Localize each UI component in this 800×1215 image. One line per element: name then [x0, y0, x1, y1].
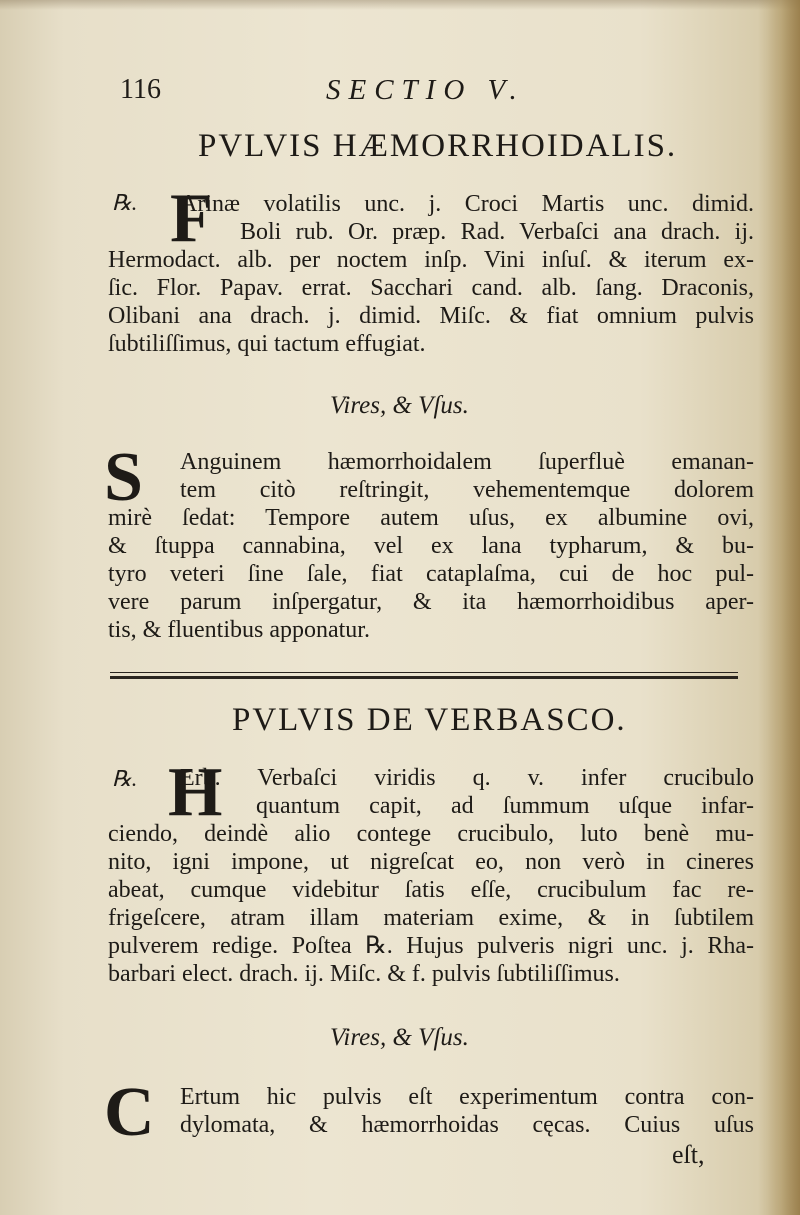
text-line: Anguinem hæmorrhoidalem ſuperfluè emanan- [180, 449, 754, 475]
vires-heading: Vires, & Vſus. [330, 1024, 469, 1051]
text-line: tis, & fluentibus apponatur. [108, 617, 370, 643]
drop-cap-s: S [104, 439, 143, 516]
section-label: SECTIO V. [326, 74, 525, 106]
text-line: Boli rub. Or. præp. Rad. Verbaſci ana drach. ij. [240, 219, 754, 245]
page-number: 116 [120, 74, 161, 105]
text-line: abeat, cumque videbitur ſatis eſſe, crucibulum fac re- [108, 877, 754, 903]
text-line: dylomata, & hæmorrhoidas cęcas. Cuius uſus [180, 1112, 754, 1138]
drop-cap-f: F [170, 180, 213, 257]
text-line: nito, igni impone, ut nigreſcat eo, non verò in cineres [108, 849, 754, 875]
text-line: mirè ſedat: Tempore autem uſus, ex albumine ovi, [108, 505, 754, 531]
text-line: Olibani ana drach. j. dimid. Miſc. & fiat omnium pulvis [108, 303, 754, 329]
text-line: Hermodact. alb. per noctem inſp. Vini inſuſ. & iterum ex- [108, 247, 754, 273]
divider-rule-thick [110, 676, 738, 679]
text-line: frigeſcere, atram illam materiam exime, & in ſubtilem [108, 905, 754, 931]
text-line: Ertum hic pulvis eſt experimentum contra con- [180, 1084, 754, 1110]
recipe2-usage [108, 1083, 754, 1139]
text-line: tem citò reſtringit, vehementemque dolorem [180, 477, 754, 503]
text-line: & ſtuppa cannabina, vel ex lana typharum, & bu- [108, 533, 754, 559]
vires-heading: Vires, & Vſus. [330, 392, 469, 419]
catchword: eſt, [672, 1140, 705, 1169]
text-line: Erb. Verbaſci viridis q. v. infer crucibulo [180, 765, 754, 791]
running-head [120, 74, 680, 114]
drop-cap-h: H [168, 754, 223, 831]
recipe-symbol: ℞. [112, 766, 138, 791]
divider-rule-thin [110, 672, 738, 673]
text-line: tyro veteri ſine ſale, fiat cataplaſma, cui de hoc pul- [108, 561, 754, 587]
recipe1-usage [108, 448, 754, 644]
text-line: pulverem redige. Poſtea ℞. Hujus pulveris nigri unc. j. Rha- [108, 933, 754, 959]
recipe-title-verbasco: PVLVIS DE VERBASCO. [232, 702, 627, 738]
text-line: quantum capit, ad ſummum uſque infar- [256, 793, 754, 819]
drop-cap-c: C [104, 1074, 155, 1151]
recipe2-formula [108, 764, 754, 988]
page-top-shadow [0, 0, 800, 10]
text-line: vere parum inſpergatur, & ita hæmorrhoidibus aper- [108, 589, 754, 615]
recipe1-formula [108, 190, 754, 358]
text-line: ciendo, deindè alio contege crucibulo, luto benè mu- [108, 821, 754, 847]
text-line: ſic. Flor. Papav. errat. Sacchari cand. alb. ſang. Draconis, [108, 275, 754, 301]
text-line: ſubtiliſſimus, qui tactum effugiat. [108, 331, 426, 357]
recipe-title-haemorrhoidalis: PVLVIS HÆMORRHOIDALIS. [198, 128, 678, 164]
text-line: Arinæ volatilis unc. j. Croci Martis unc. dimid. [180, 191, 754, 217]
recipe-symbol: ℞. [112, 190, 138, 215]
page-gutter-shadow [758, 0, 800, 1215]
text-line: barbari elect. drach. ij. Miſc. & f. pulvis ſubtiliſſimus. [108, 961, 620, 987]
